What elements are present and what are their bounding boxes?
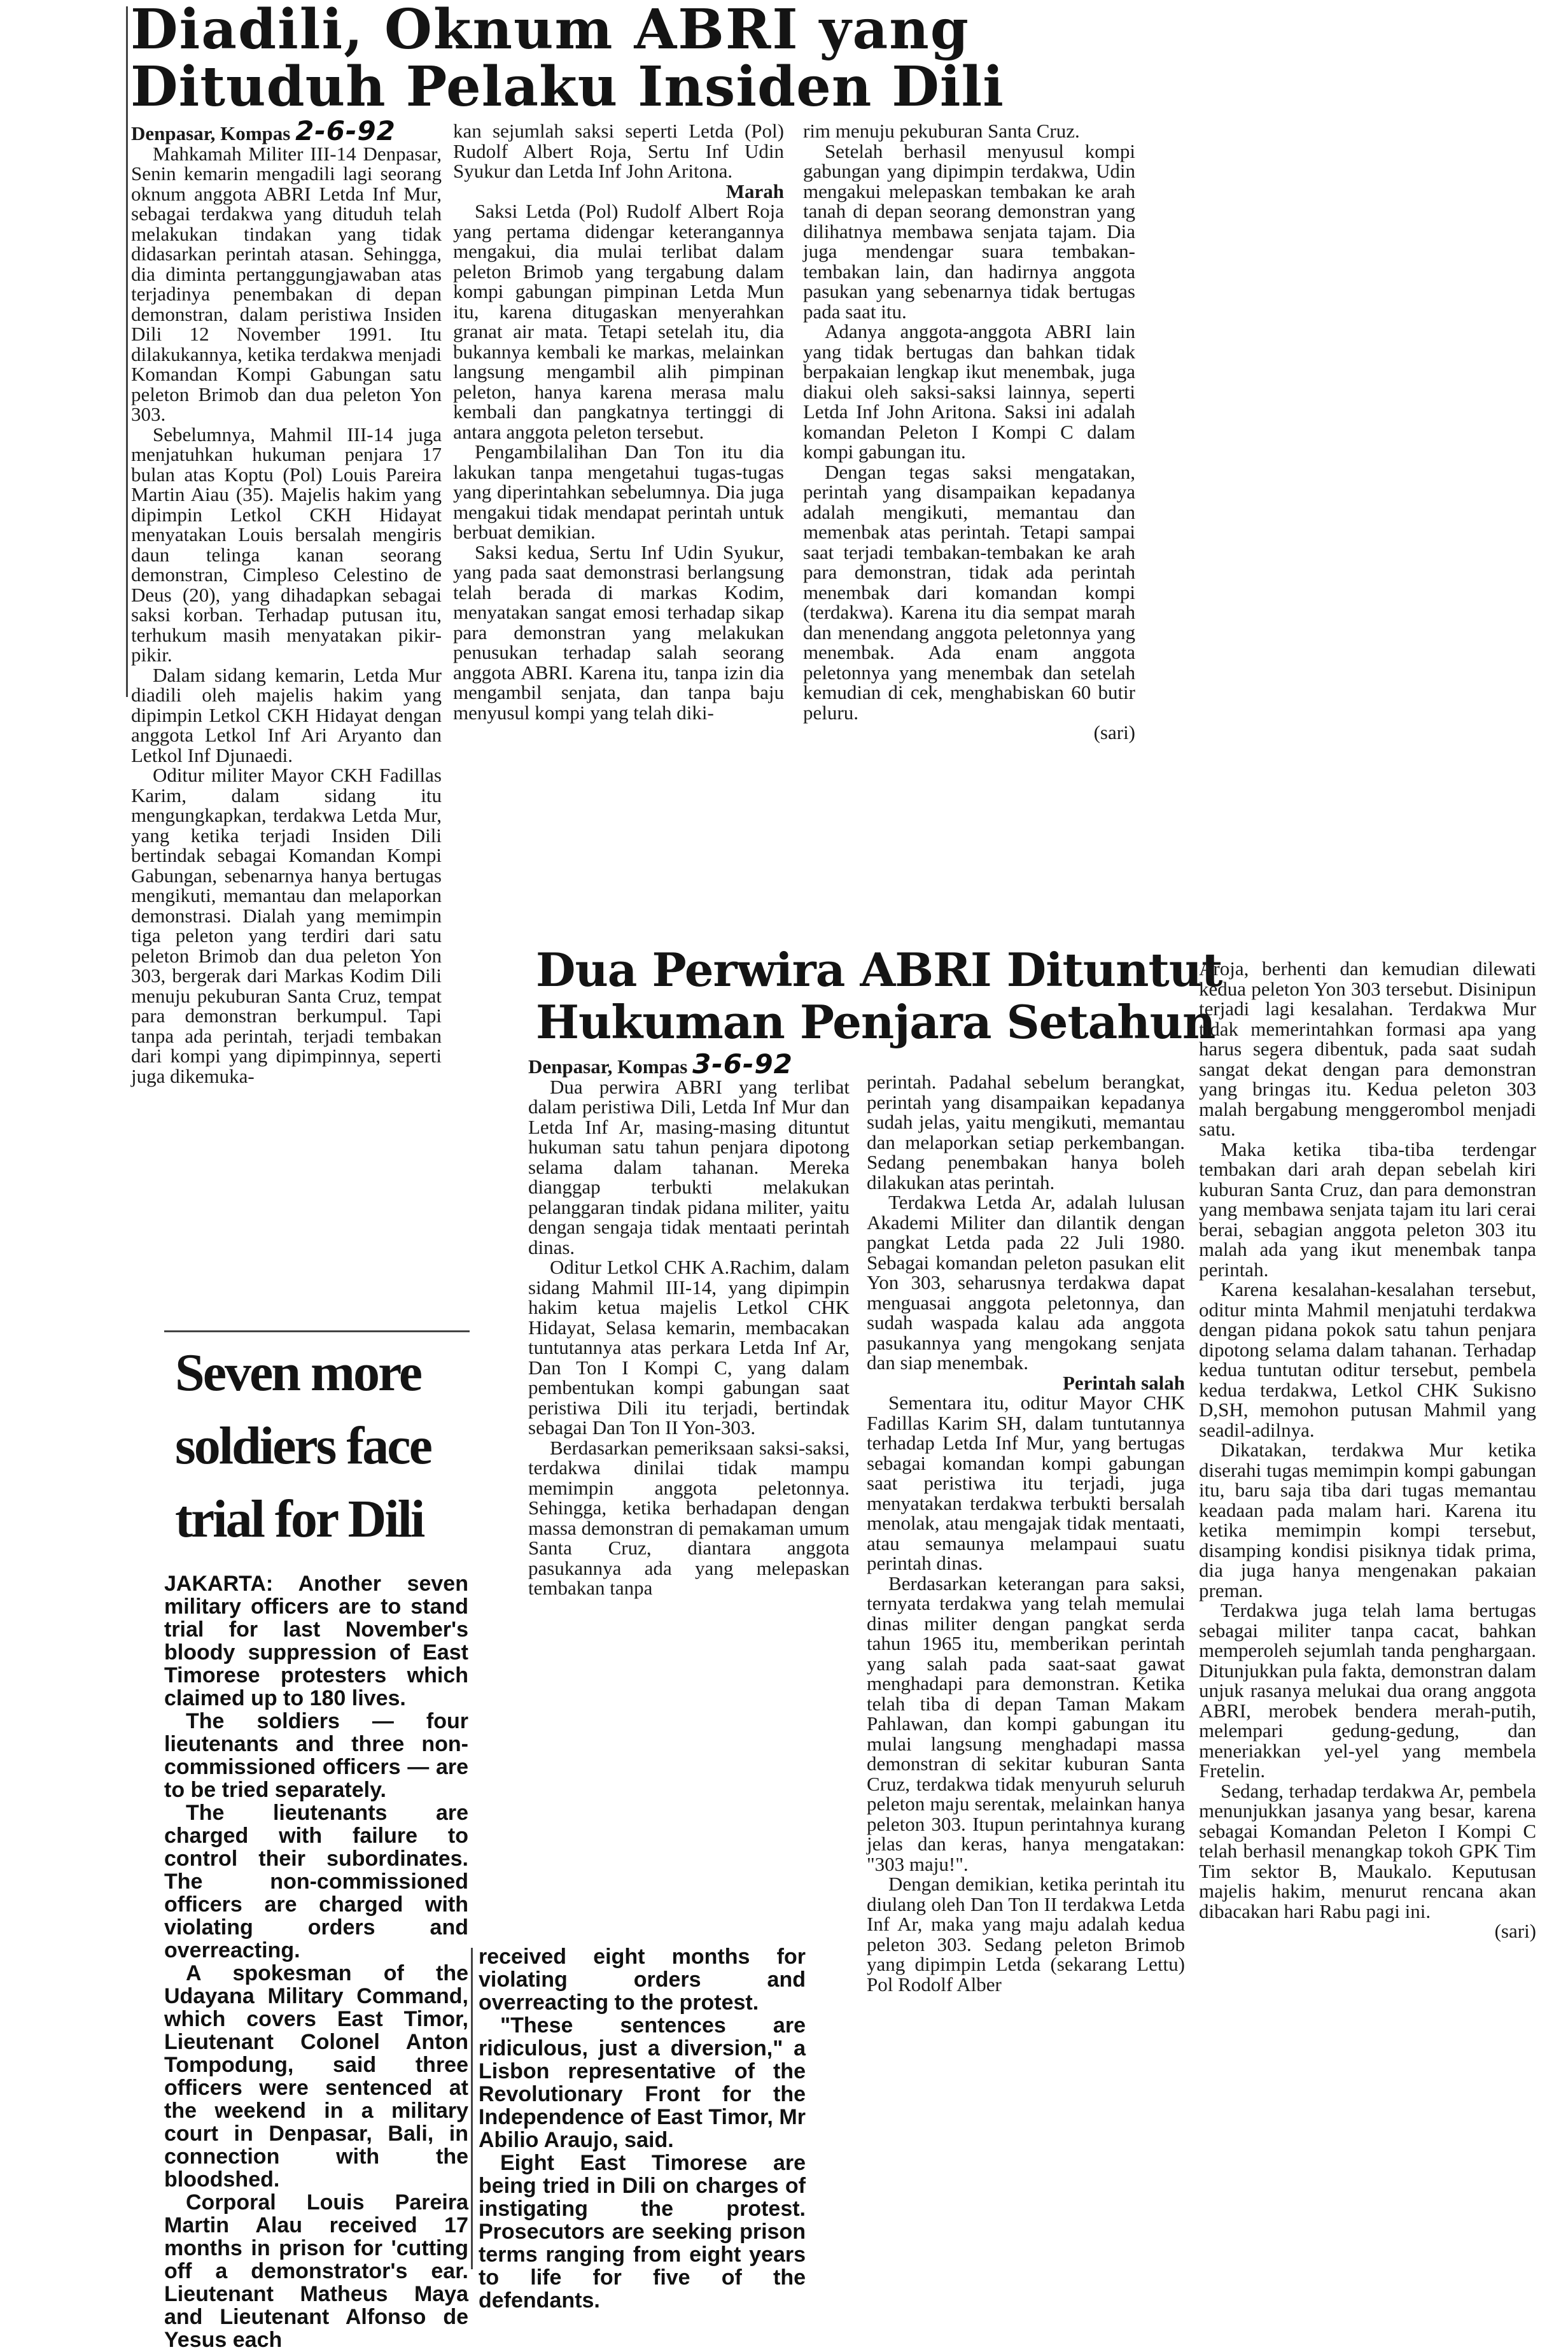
paragraph: Oditur militer Mayor CKH Fadillas Karim, dalam sidang itu mengungkapkan, terdakwa Letda Mur, yang ketika terjadi Insiden Dili bertindak sebagai Komandan Kompi Gabungan, sebenarnya hanya bertugas mengikuti, memantau dan melaporkan demonstrasi. Dialah yang memimpin tiga peleton yang terdiri dari satu peleton Brimob dan dua peleton Yon 303, bergerak dari Markas Kodim Dili menuju pekuburan Santa Cruz, tempat para demonstran berkumpul. Tapi tanpa ada perintah, terjadi tembakan dari kompi yang dipimpinnya, seperti juga dikemuka- — [131, 764, 442, 1087]
article3-headline-line1: Seven more — [175, 1343, 421, 1402]
paragraph: "These sentences are ridiculous, just a diversion," a Lisbon representative of the Revolutionary Front for the Independence of East Timor, Mr Abilio Araujo, said. — [479, 2013, 806, 2152]
article2-subheading: Perintah salah — [1062, 1371, 1185, 1394]
paragraph: Dengan demikian, ketika perintah itu diulang oleh Dan Ton II terdakwa Letda Inf Ar, maka yang maju adalah kedua peleton 303. Sedang peleton Brimob yang dipimpin Letda (sekarang Lettu) Pol Rodolf Alber — [867, 1873, 1185, 1996]
article2-dateline: Denpasar, Kompas — [528, 1055, 688, 1078]
paragraph: Sedang, terhadap terdakwa Ar, pembela menunjukkan jasanya yang besar, karena sebagai Komandan Peleton I Kompi C telah berhasil menangkap tokoh GPK Tim Tim sektor B, Maukalo. Keputusan majelis hakim, menurut rencana akan dibacakan hari Rabu pagi ini. — [1199, 1779, 1536, 1922]
article1-left-rule — [126, 6, 128, 697]
paragraph: Adanya anggota-anggota ABRI lain yang tidak bertugas dan bahkan tidak berpakaian lengkap ikut menembak, juga diakui oleh saksi-saksi lainnya, seperti Letda Inf John Aritona. Saksi ini adalah komandan Peleton I Kompi C dalam kompi gabungan itu. — [803, 320, 1135, 463]
paragraph: The soldiers — four lieutenants and three non-commissioned officers — are to be tried separately. — [164, 1709, 468, 1802]
paragraph: kan sejumlah saksi seperti Letda (Pol) Rudolf Albert Roja, Sertu Inf Udin Syukur dan Letda Inf John Aritona. — [453, 120, 784, 182]
paragraph: rim menuju pekuburan Santa Cruz. — [803, 120, 1080, 142]
article1-headline-line2: Dituduh Pelaku Insiden Dili — [130, 55, 1004, 119]
paragraph: Saksi Letda (Pol) Rudolf Albert Roja yang pertama didengar keterangannya mengakui, dia mulai terlibat dalam peleton Brimob yang tergabung dalam kompi gabungan pimpinan Letda Mun itu, karena ditugaskan menyerahkan granat air mata. Tetapi setelah itu, dia bukannya kembali ke markas, melainkan langsung mengambil alih pimpinan peleton, hanya karena merasa malu kembali dan pangkatnya tertinggi di antara anggota peleton tersebut. — [453, 200, 784, 443]
article2-handwritten-date: 3-6-92 — [692, 1048, 793, 1080]
paragraph: Dua perwira ABRI yang terlibat dalam peristiwa Dili, Letda Inf Mur dan Letda Inf Ar, masing-masing dituntut hukuman satu tahun penjara dipotong selama dalam tahanan. Mereka dianggap terbukti melakukan pelanggaran tindak pidana militer, yaitu dengan sengaja tidak mentaati perintah dinas. — [528, 1075, 850, 1258]
paragraph: Sementara itu, oditur Mayor CHK Fadillas Karim SH, dalam tuntutannya terhadap Letda Inf Mur, yang bertugas sebagai komandan kompi gabungan saat peristiwa itu terjadi, juga menyatakan terdakwa terbukti bersalah menolak, atau mengajak tidak mentaati, atau semaunya melampaui suatu perintah dinas. — [867, 1391, 1185, 1574]
paragraph: Saksi kedua, Sertu Inf Udin Syukur, yang pada saat demonstrasi berlangsung telah berada di markas Kodim, menyatakan sangat emosi terhadap sikap para demonstran yang melakukan penusukan terhadap salah seorang anggota ABRI. Karena itu, tanpa izin dia mengambil senjata, dan tanpa baju menyusul kompi yang telah diki- — [453, 540, 784, 724]
paragraph: received eight months for violating orders and overreacting to the protest. — [479, 1945, 806, 2015]
article3-column-1 — [164, 1572, 468, 2352]
paragraph: Another seven military officers are to stand trial for last November's bloody suppression of East Timorese protesters which claimed up to 180 lives. — [164, 1572, 468, 1710]
paragraph: Aroja, berhenti dan kemudian dilewati kedua peleton Yon 303 tersebut. Disinipun terjadi lagi kesalahan. Terdakwa Mur tidak memerintahkan formasi apa yang harus segera dibentuk, pada saat sudah sangat dekat dengan para demonstran yang bringas itu. Kedua peleton 303 malah bergabung menggerombol menjadi satu. — [1199, 957, 1536, 1140]
article3-headline-line2: soldiers face — [175, 1416, 431, 1475]
article1-column-2 — [453, 121, 784, 929]
paragraph: Sebelumnya, Mahmil III-14 juga menjatuhkan hukuman penjara 17 bulan atas Koptu (Pol) Louis Pareira Martin Aiau (35). Majelis hakim yang dipimpin Letkol CKH Hidayat menyatakan Louis bersalah mengiris daun telinga kanan seorang demonstran, Cimpleso Celestino de Deus (20), yang dihadapkan sebagai saksi korban. Terhadap putusan itu, terhukum masih menyatakan pikir-pikir. — [131, 423, 442, 666]
article1-signoff: (sari) — [1093, 721, 1135, 743]
paragraph: Terdakwa Letda Ar, adalah lulusan Akademi Militer dan dilantik dengan pangkat Letda pada 22 Juli 1980. Sebagai komandan peleton pasukan elit Yon 303, seharusnya terdakwa dapat menguasai anggota peletonnya, dan sudah waspada kalau ada anggota pasukannya yang mengokang senjata dan siap menembak. — [867, 1191, 1185, 1374]
paragraph: Mahkamah Militer III-14 Denpasar, Senin kemarin mengadili lagi seorang oknum anggota ABRI Letda Inf Mur, sebagai terdakwa yang dituduh telah melakukan tindakan yang tidak didasarkan perintah atasan. Sehingga, dia diminta pertanggungjawaban atas terjadinya penembakan di depan demonstran, dalam peristiwa Insiden Dili 12 November 1991. Itu dilakukannya, ketika terdakwa menjadi Komandan Kompi Gabungan satu peleton Brimob dan dua peleton Yon 303. — [131, 142, 442, 425]
article1-headline-line1: Diadili, Oknum ABRI yang — [130, 0, 970, 62]
paragraph: Eight East Timorese are being tried in Dili on charges of instigating the protest. Prosecutors are seeking prison terms ranging from eight years to life for five of the defendants. — [479, 2151, 806, 2313]
paragraph: A spokesman of the Udayana Military Command, which covers East Timor, Lieutenant Colonel Anton Tompodung, said three officers were sentenced at the weekend in a military court in Denpasar, Bali, in connection with the bloodshed. — [164, 1961, 468, 2192]
article1-handwritten-date: 2-6-92 — [295, 115, 396, 146]
paragraph: Setelah berhasil menyusul kompi gabungan yang dipimpin terdakwa, Udin mengakui melepaskan tembakan ke arah tanah di depan seorang demonstran yang dilihatnya membawa senjata tajam. Dia juga mendengar suara tembakan-tembakan lain, dan hadirnya anggota pasukan yang sebenarnya tidak bertugas pada saat itu. — [803, 139, 1135, 323]
paragraph: Berdasarkan keterangan para saksi, ternyata terdakwa yang telah memulai dinas militer dengan pangkat serda tahun 1965 itu, memberikan perintah yang salah pada saat-saat gawat menghadapi para demonstran. Ketika telah tiba di depan Taman Makam Pahlawan, dan kompi gabungan itu mulai langsung menghadapi massa demonstran di sekitar kuburan Santa Cruz, terdakwa tidak menyuruh seluruh peleton maju serentak, melainkan hanya peleton 303. Itupun perintahnya kurang jelas dan keras, hanya mengatakan: "303 maju!". — [867, 1572, 1185, 1875]
paragraph: Maka ketika tiba-tiba terdengar tembakan dari arah depan sebelah kiri kuburan Santa Cruz, dan para demonstran yang membawa senjata tajam itu lari cerai berai, sebagian anggota peleton 303 itu malah ada yang ikut menembak tanpa perintah. — [1199, 1137, 1536, 1281]
paragraph: The lieutenants are charged with failure to control their subordinates. The non-commissioned officers are charged with violating orders and overreacting. — [164, 1801, 468, 1962]
article2-column-2 — [867, 1072, 1185, 2241]
article1-dateline: Denpasar, Kompas — [131, 122, 291, 144]
article1-column-3 — [803, 121, 1135, 936]
article2-column-3 — [1199, 959, 1536, 2238]
paragraph: Berdasarkan pemeriksaan saksi-saksi, terdakwa dinilai tidak mampu memimpin anggota peletonnya. Sehingga, ketika berhadapan dengan massa demonstran di pemakaman umum Santa Cruz, diantara anggota pasukannya ada yang melepaskan tembakan tanpa — [528, 1436, 850, 1599]
article2-signoff: (sari) — [1494, 1920, 1536, 1942]
article1-column-1 — [131, 115, 442, 1318]
article2-headline-line2: Hukuman Penjara Setahun — [536, 995, 1215, 1049]
paragraph: Terdakwa juga telah lama bertugas sebagai militer tanpa cacat, bahkan memperoleh sejumlah tanda penghargaan. Ditunjukkan pula fakta, demonstran dalam unjuk rasanya melukai dua orang anggota ABRI, merobek bendera merah-putih, melempari gedung-gedung, dan meneriakkan yel-yel yang membela Fretelin. — [1199, 1599, 1536, 1782]
paragraph: perintah. Padahal sebelum berangkat, perintah yang disampaikan kepadanya sudah jelas, yaitu mengikuti, memantau dan melaporkan setiap perkembangan. Sedang penembakan hanya boleh dilakukan atas perintah. — [867, 1071, 1185, 1194]
article3-top-rule — [164, 1330, 470, 1332]
paragraph: Dalam sidang kemarin, Letda Mur diadili oleh majelis hakim yang dipimpin Letkol CKH Hidayat dengan anggota Letkol Inf Ari Aryanto dan Letkol Inf Djunaedi. — [131, 663, 442, 766]
paragraph: Karena kesalahan-kesalahan tersebut, oditur minta Mahmil menjatuhi terdakwa dengan pidana pokok satu tahun penjara dipotong selama dalam tahanan. Terhadap kedua tuntutan oditur tersebut, pembela kedua terdakwa, Letkol CHK Sukisno D,SH, memohon putusan Mahmil yang seadil-adilnya. — [1199, 1278, 1536, 1441]
paragraph: Pengambilalihan Dan Ton itu dia lakukan tanpa mengetahui tugas-tugas yang diperintahkan sebelumnya. Dia juga mengakui tidak mendapat perintah untuk berbuat demikian. — [453, 440, 784, 543]
article3-column-rule — [471, 1948, 473, 2269]
article1-subheading: Marah — [725, 180, 784, 202]
article3-dateline: JAKARTA: — [164, 1572, 274, 1596]
article2-headline-line1: Dua Perwira ABRI Dituntut — [536, 943, 1222, 997]
paragraph: Dikatakan, terdakwa Mur ketika diserahi tugas memimpin kompi gabungan itu, baru saja tiba dari tugas memantau keadaan pada malam hari. Karena itu ketika memimpin kompi tersebut, disamping kondisi pisiknya tidak prima, dia juga hanya mengenakan pakaian preman. — [1199, 1439, 1536, 1602]
paragraph: Oditur Letkol CHK A.Rachim, dalam sidang Mahmil III-14, yang dipimpin hakim ketua majelis Letkol CHK Hidayat, Selasa kemarin, membacakan tuntutannya atas perkara Letda Inf Ar, Dan Ton I Kompi C, yang dalam pembentukan kompi gabungan saat peristiwa Dili itu terjadi, bertindak sebagai Dan Ton II Yon-303. — [528, 1256, 850, 1439]
paragraph: Corporal Louis Pareira Martin Alau received 17 months in prison for 'cutting off a demonstrator's ear. Lieutenant Matheus Maya and Lieutenant Alfonso de Yesus each — [164, 2190, 468, 2352]
paragraph: Dengan tegas saksi mengatakan, perintah yang disampaikan kepadanya adalah mengikuti, memantau dan memenbak atas perintah. Tetapi sampai saat terjadi tembakan-tembakan ke arah para demonstran, tidak ada perintah menembak dari komandan kompi (terdakwa). Karena itu dia sempat marah dan menendang anggota peletonnya yang menembak. Ada enam anggota peletonnya yang menembak dan setelah kemudian di cek, menghabiskan 60 butir peluru. — [803, 460, 1135, 724]
article3-headline-line3: trial for Dili — [175, 1489, 424, 1549]
article3-column-2 — [479, 1945, 806, 2313]
